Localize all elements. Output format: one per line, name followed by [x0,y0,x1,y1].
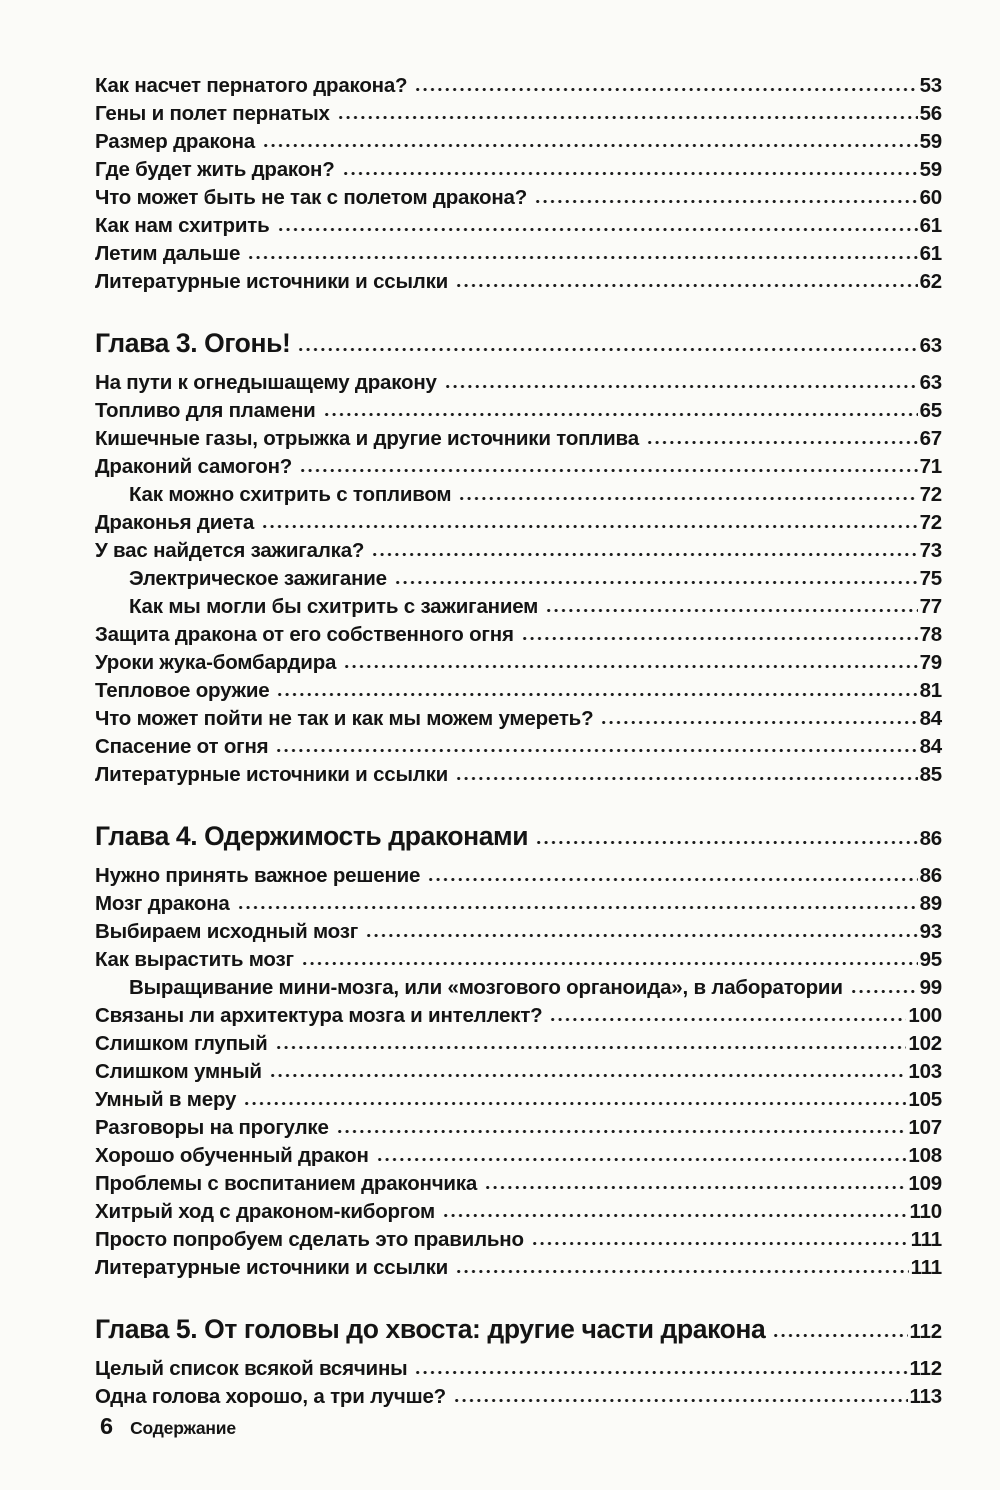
entry-title: Что может пойти не так и как мы можем умереть? [95,707,594,730]
dot-leader [247,255,917,260]
entry-title: Целый список всякой всячины [95,1357,408,1380]
entry-page-number: 102 [908,1032,942,1055]
toc-entry [95,212,942,240]
dot-leader [414,1370,907,1375]
entry-title: Связаны ли архитектура мозга и интеллект? [95,1004,543,1027]
entry-title: Мозг дракона [95,892,230,915]
entry-page-number: 61 [919,242,942,265]
toc-entry [95,677,942,705]
entry-page-number: 59 [919,130,942,153]
dot-leader [275,1045,907,1050]
toc-list [95,72,942,1411]
entry-page-number: 86 [919,827,942,850]
dot-leader [442,1213,908,1218]
toc-entry [95,369,942,397]
dot-leader [262,143,918,148]
entry-title: Гены и полет пернатых [95,102,330,125]
entry-page-number: 81 [919,679,942,702]
dot-leader [394,580,918,585]
dot-leader [531,1241,909,1246]
entry-page-number: 95 [919,948,942,971]
entry-page-number: 112 [909,1320,942,1343]
toc-entry [95,946,942,974]
chapter-title: Глава 5. От головы до хвоста: другие части дракона [95,1314,766,1344]
toc-entry [95,1086,942,1114]
toc-entry [95,509,942,537]
dot-leader [261,524,918,529]
entry-page-number: 112 [909,1357,942,1380]
toc-entry [95,621,942,649]
toc-entry [95,184,942,212]
entry-title: Литературные источники и ссылки [95,763,449,786]
dot-leader [376,1157,907,1162]
entry-title: Разговоры на прогулке [95,1116,329,1139]
entry-title: Как мы могли бы схитрить с зажиганием [129,595,539,618]
chapter-heading-row [95,1312,942,1346]
toc-entry [95,1170,942,1198]
entry-page-number: 78 [919,623,942,646]
dot-leader [484,1185,906,1190]
entry-title: Тепловое оружие [95,679,270,702]
toc-entry [95,890,942,918]
entry-page-number: 62 [919,270,942,293]
toc-entry [95,240,942,268]
footer-page-number: 6 [100,1413,114,1439]
entry-title: Драконий самогон? [95,455,293,478]
entry-page-number: 75 [919,567,942,590]
entry-title: Проблемы с воспитанием дракончика [95,1172,478,1195]
dot-leader [276,692,917,697]
dot-leader [371,552,917,557]
entry-page-number: 73 [919,539,942,562]
dot-leader [299,468,918,473]
toc-entry [95,1002,942,1030]
entry-title: Умный в меру [95,1088,237,1111]
entry-page-number: 99 [919,976,942,999]
dot-leader [237,905,918,910]
entry-title: Нужно принять важное решение [95,864,421,887]
entry-title: На пути к огнедышащему дракону [95,371,437,394]
entry-page-number: 65 [919,399,942,422]
toc-entry [95,1058,942,1086]
dot-leader [337,115,918,120]
entry-title: Как можно схитрить с топливом [129,483,452,506]
entry-page-number: 79 [919,651,942,674]
entry-page-number: 103 [908,1060,942,1083]
entry-title: Слишком умный [95,1060,262,1083]
entry-page-number: 89 [919,892,942,915]
toc-entry [95,565,942,593]
dot-leader [323,412,918,417]
dot-leader [336,1129,907,1134]
dot-leader [301,961,918,966]
entry-page-number: 72 [919,483,942,506]
dot-leader [414,87,917,92]
entry-page-number: 61 [919,214,942,237]
toc-entry [95,649,942,677]
dot-leader [277,227,918,232]
toc-entry [95,128,942,156]
dot-leader [534,199,918,204]
toc-section [95,72,942,296]
entry-title: Летим дальше [95,242,241,265]
toc-entry [95,918,942,946]
entry-title: Выбираем исходный мозг [95,920,359,943]
entry-title: Хорошо обученный дракон [95,1144,369,1167]
dot-leader [772,1333,907,1338]
toc-entry [95,397,942,425]
chapter-heading-row [95,326,942,360]
entry-page-number: 77 [919,595,942,618]
entry-page-number: 63 [919,371,942,394]
entry-page-number: 85 [919,763,942,786]
entry-page-number: 84 [919,707,942,730]
entry-page-number: 72 [919,511,942,534]
entry-title: Слишком глупый [95,1032,268,1055]
dot-leader [453,1398,908,1403]
entry-title: Просто попробуем сделать это правильно [95,1228,524,1251]
chapter-title: Глава 3. Огонь! [95,328,291,358]
toc-entry [95,1355,942,1383]
toc-entry [95,453,942,481]
toc-entry [95,974,942,1002]
toc-entry [95,268,942,296]
toc-entry [95,1114,942,1142]
entry-page-number: 60 [919,186,942,209]
dot-leader [427,877,917,882]
dot-leader [444,384,918,389]
entry-title: Литературные источники и ссылки [95,270,449,293]
toc-entry [95,1030,942,1058]
dot-leader [343,664,917,669]
entry-page-number: 84 [919,735,942,758]
entry-page-number: 56 [919,102,942,125]
entry-page-number: 67 [919,427,942,450]
page-footer [100,1413,236,1440]
dot-leader [297,347,917,352]
footer-section-label: Содержание [130,1418,236,1438]
entry-page-number: 111 [910,1228,942,1251]
chapter-heading-row [95,819,942,853]
toc-section [95,326,942,789]
dot-leader [269,1073,907,1078]
dot-leader [243,1101,906,1106]
entry-title: Размер дракона [95,130,255,153]
dot-leader [455,1269,909,1274]
toc-entry [95,705,942,733]
entry-title: Электрическое зажигание [129,567,387,590]
entry-title: Топливо для пламени [95,399,316,422]
toc-entry [95,537,942,565]
dot-leader [600,720,917,725]
dot-leader [646,440,918,445]
entry-page-number: 93 [919,920,942,943]
entry-page-number: 59 [919,158,942,181]
dot-leader [549,1017,906,1022]
toc-entry [95,593,942,621]
entry-title: Спасение от огня [95,735,269,758]
toc-section [95,1312,942,1411]
toc-entry [95,862,942,890]
toc-section [95,819,942,1282]
entry-title: Выращивание мини-мозга, или «мозгового органоида», в лаборатории [129,976,843,999]
entry-page-number: 110 [909,1200,942,1223]
toc-entry [95,481,942,509]
entry-title: Как нам схитрить [95,214,270,237]
dot-leader [455,283,918,288]
entry-page-number: 105 [908,1088,942,1111]
entry-page-number: 86 [919,864,942,887]
toc-entry [95,1254,942,1282]
entry-title: Одна голова хорошо, а три лучше? [95,1385,446,1408]
toc-entry [95,1383,942,1411]
entry-page-number: 100 [908,1004,942,1027]
entry-title: Как вырастить мозг [95,948,294,971]
toc-entry [95,1198,942,1226]
entry-page-number: 108 [908,1144,942,1167]
entry-title: Как насчет пернатого дракона? [95,74,408,97]
dot-leader [458,496,917,501]
dot-leader [342,171,918,176]
dot-leader [365,933,918,938]
entry-title: Литературные источники и ссылки [95,1256,449,1279]
toc-entry [95,100,942,128]
entry-page-number: 107 [908,1116,942,1139]
entry-page-number: 113 [909,1385,942,1408]
toc-entry [95,1142,942,1170]
entry-page-number: 111 [910,1256,942,1279]
entry-page-number: 53 [919,74,942,97]
toc-entry [95,1226,942,1254]
toc-entry [95,425,942,453]
entry-title: Уроки жука-бомбардира [95,651,337,674]
chapter-title: Глава 4. Одержимость драконами [95,821,529,851]
entry-page-number: 71 [919,455,942,478]
dot-leader [455,776,918,781]
entry-title: Что может быть не так с полетом дракона? [95,186,528,209]
dot-leader [850,989,918,994]
entry-title: Где будет жить дракон? [95,158,335,181]
dot-leader [545,608,917,613]
entry-title: Хитрый ход с драконом-киборгом [95,1200,435,1223]
toc-entry [95,156,942,184]
entry-page-number: 109 [908,1172,942,1195]
entry-title: Драконья диета [95,511,255,534]
toc-entry [95,72,942,100]
toc-entry [95,761,942,789]
entry-title: У вас найдется зажигалка? [95,539,365,562]
dot-leader [275,748,917,753]
entry-page-number: 63 [919,334,942,357]
dot-leader [535,840,917,845]
entry-title: Кишечные газы, отрыжка и другие источники топлива [95,427,639,450]
toc-entry [95,733,942,761]
dot-leader [521,636,918,641]
entry-title: Защита дракона от его собственного огня [95,623,514,646]
